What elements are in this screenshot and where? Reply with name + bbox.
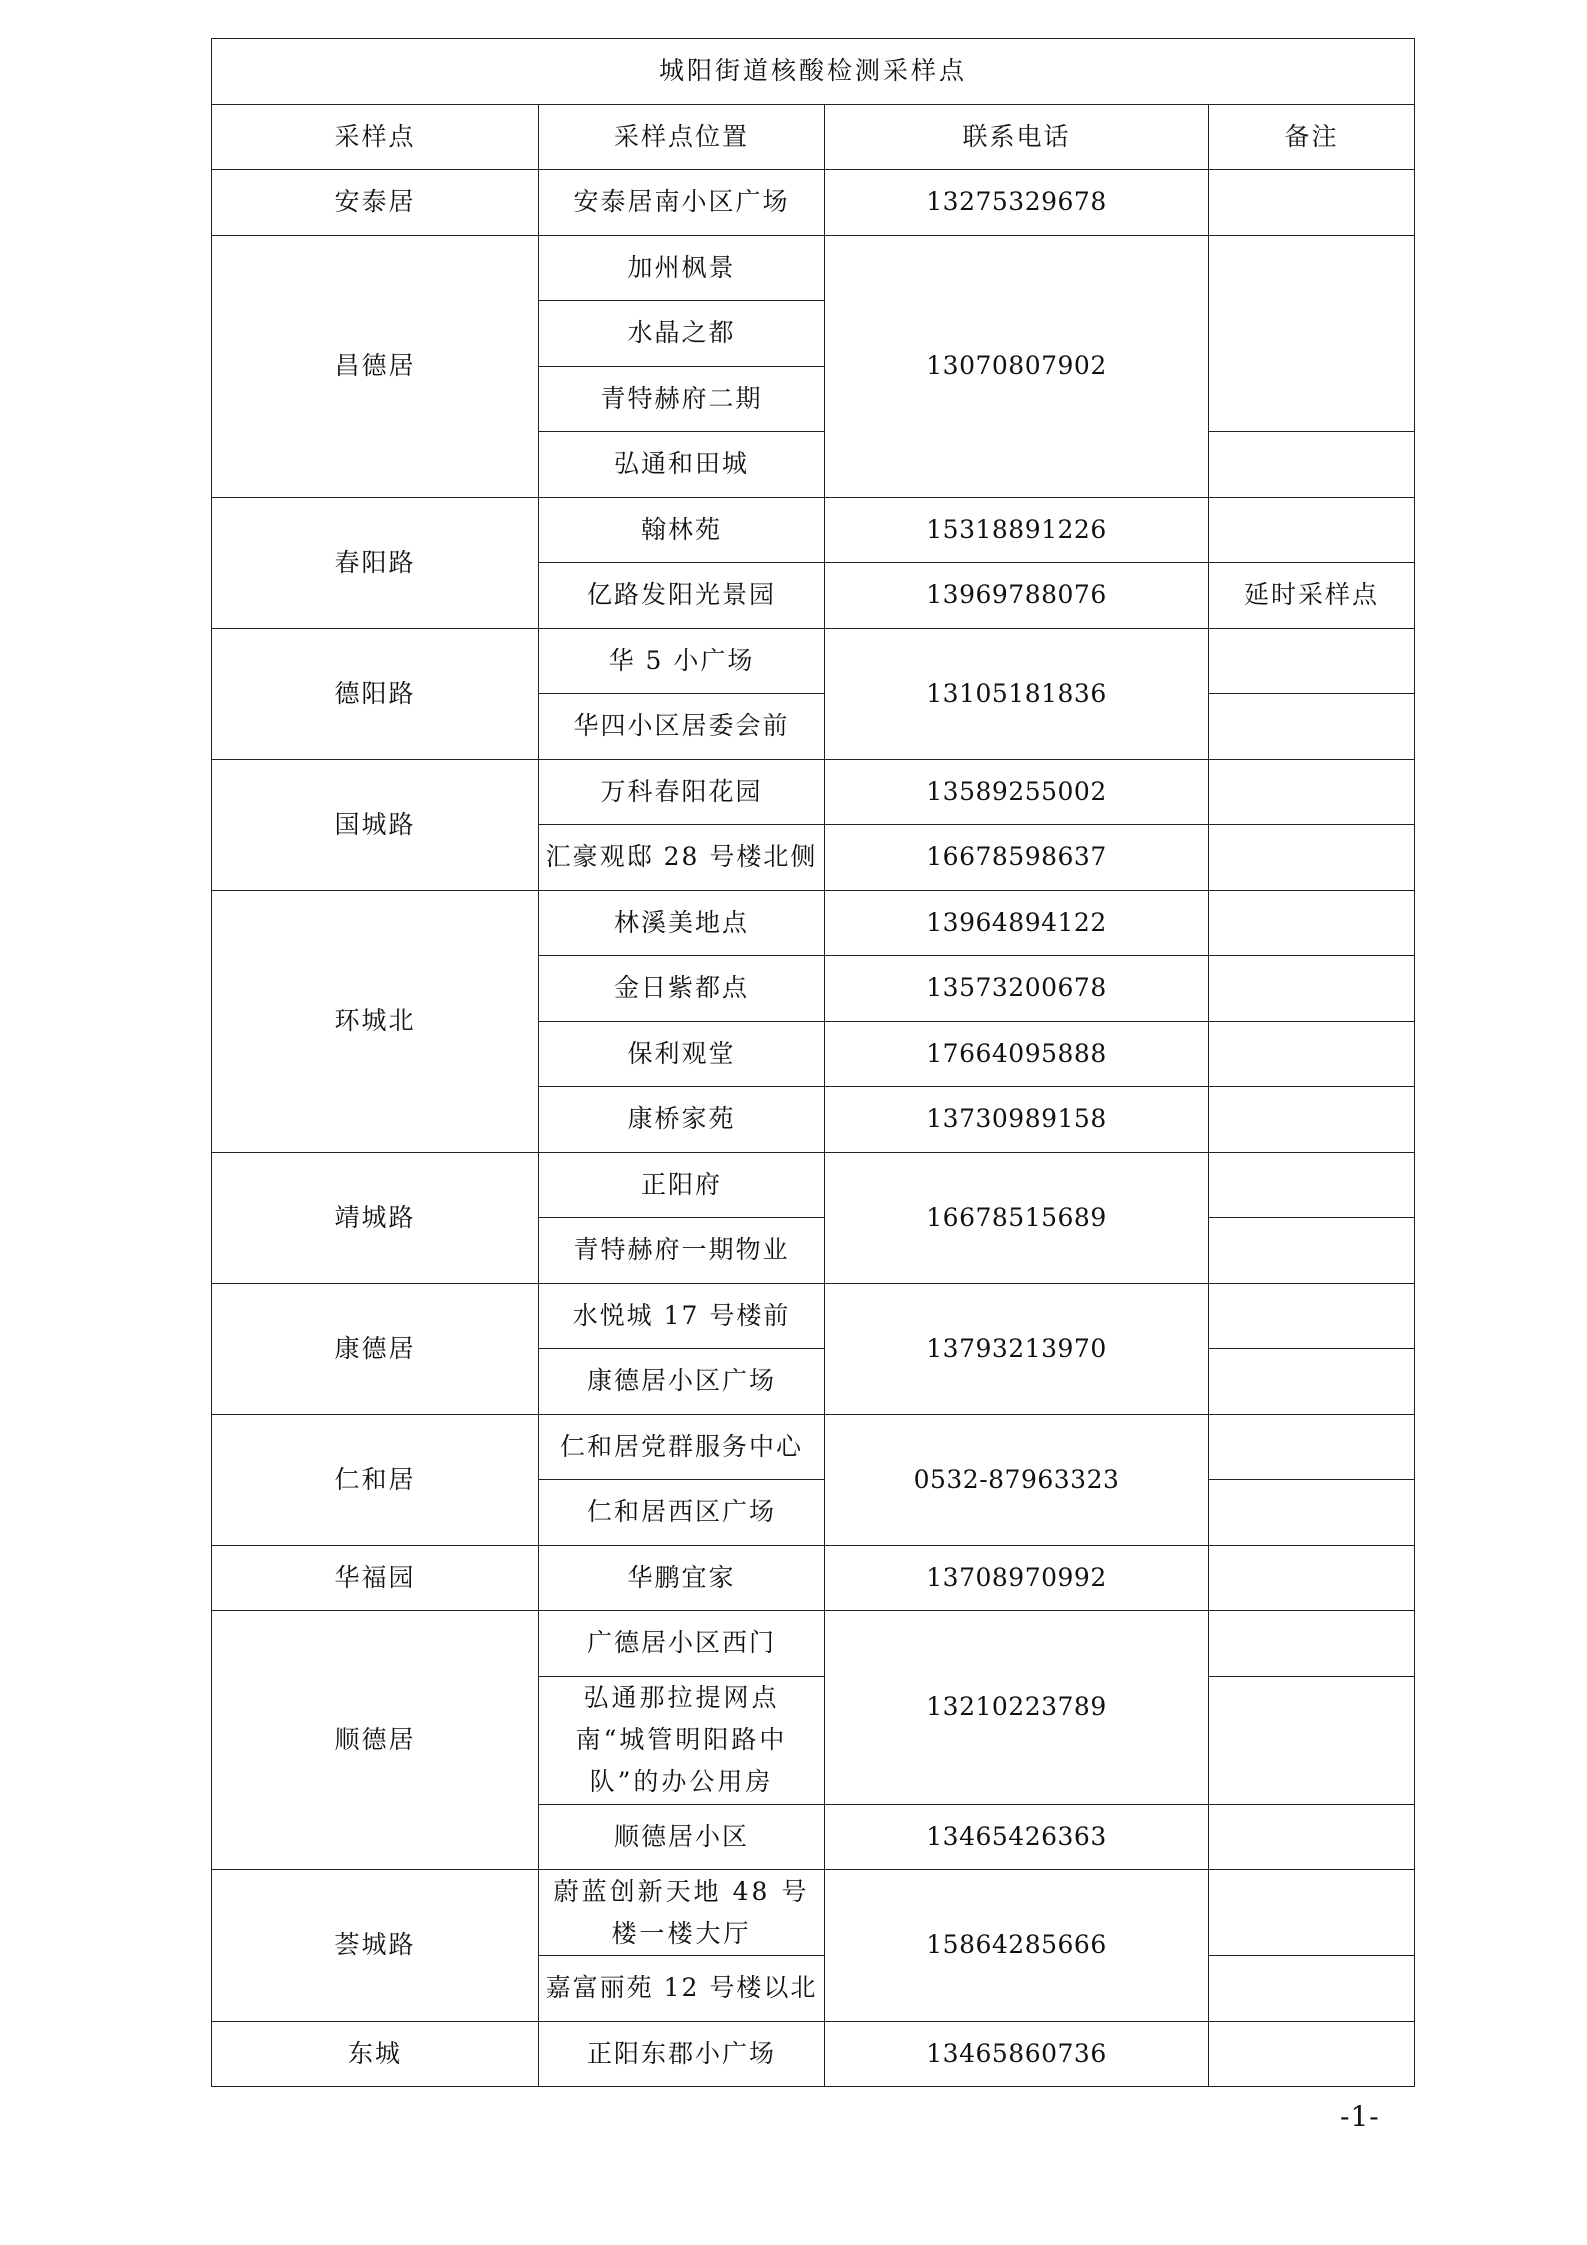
location-cell: 弘通和田城: [539, 432, 825, 498]
phone-cell: 13589255002: [825, 759, 1209, 825]
phone-cell: 13105181836: [825, 628, 1209, 759]
phone-cell: 15864285666: [825, 1870, 1209, 2022]
phone-cell: 13969788076: [825, 563, 1209, 629]
note-cell: [1209, 1956, 1415, 2022]
table-row: [212, 1870, 1415, 1956]
location-cell: 加州枫景: [539, 235, 825, 301]
location-cell: 翰林苑: [539, 497, 825, 563]
phone-cell: 17664095888: [825, 1021, 1209, 1087]
table-row: [212, 235, 1415, 301]
site-cell: 顺德居: [212, 1611, 539, 1870]
header-note: 备注: [1209, 104, 1415, 170]
site-cell: 靖城路: [212, 1152, 539, 1283]
site-cell: 安泰居: [212, 170, 539, 236]
table-row: [212, 1611, 1415, 1677]
site-cell: 仁和居: [212, 1414, 539, 1545]
phone-cell: 13275329678: [825, 170, 1209, 236]
location-cell: 华四小区居委会前: [539, 694, 825, 760]
table-title-row: [212, 39, 1415, 105]
location-cell: 正阳东郡小广场: [539, 2021, 825, 2087]
location-cell: 金日紫都点: [539, 956, 825, 1022]
note-cell: 延时采样点: [1209, 563, 1415, 629]
site-cell: 华福园: [212, 1545, 539, 1611]
phone-cell: 15318891226: [825, 497, 1209, 563]
header-location: 采样点位置: [539, 104, 825, 170]
phone-cell: 13210223789: [825, 1611, 1209, 1805]
site-cell: 环城北: [212, 890, 539, 1152]
note-cell: [1209, 1349, 1415, 1415]
location-cell: 正阳府: [539, 1152, 825, 1218]
note-cell: [1209, 1804, 1415, 1870]
table-row: [212, 759, 1415, 825]
table-row: [212, 890, 1415, 956]
location-cell: 蔚蓝创新天地 48 号楼一楼大厅: [539, 1870, 825, 1956]
header-site: 采样点: [212, 104, 539, 170]
table-row: [212, 497, 1415, 563]
table-row: [212, 1283, 1415, 1349]
note-cell: [1209, 628, 1415, 694]
site-cell: 康德居: [212, 1283, 539, 1414]
table-row: [212, 628, 1415, 694]
site-cell: 国城路: [212, 759, 539, 890]
location-cell: 华 5 小广场: [539, 628, 825, 694]
note-cell: [1209, 825, 1415, 891]
note-cell: [1209, 1152, 1415, 1218]
header-phone: 联系电话: [825, 104, 1209, 170]
sampling-sites-sheet: [211, 38, 1414, 2087]
phone-cell: 0532-87963323: [825, 1414, 1209, 1545]
note-cell: [1209, 1545, 1415, 1611]
note-cell: [1209, 432, 1415, 498]
note-cell: [1209, 956, 1415, 1022]
phone-cell: 13070807902: [825, 235, 1209, 497]
note-cell: [1209, 2021, 1415, 2087]
note-cell: [1209, 1021, 1415, 1087]
table-row: [212, 170, 1415, 236]
note-cell: [1209, 694, 1415, 760]
phone-cell: 13573200678: [825, 956, 1209, 1022]
site-cell: 东城: [212, 2021, 539, 2087]
site-cell: 春阳路: [212, 497, 539, 628]
location-cell: 顺德居小区: [539, 1804, 825, 1870]
table-title: 城阳街道核酸检测采样点: [212, 39, 1415, 105]
phone-cell: 13964894122: [825, 890, 1209, 956]
note-cell: [1209, 1283, 1415, 1349]
location-cell: 林溪美地点: [539, 890, 825, 956]
phone-cell: 16678515689: [825, 1152, 1209, 1283]
note-cell: [1209, 170, 1415, 236]
note-cell: [1209, 890, 1415, 956]
table-row: [212, 1152, 1415, 1218]
note-cell: [1209, 497, 1415, 563]
sampling-sites-table: [211, 38, 1415, 2087]
location-cell: 汇豪观邸 28 号楼北侧: [539, 825, 825, 891]
table-header-row: [212, 104, 1415, 170]
phone-cell: 13730989158: [825, 1087, 1209, 1153]
phone-cell: 13793213970: [825, 1283, 1209, 1414]
table-row: [212, 1414, 1415, 1480]
location-cell: 青特赫府一期物业: [539, 1218, 825, 1284]
location-cell: 水晶之都: [539, 301, 825, 367]
note-cell: [1209, 759, 1415, 825]
phone-cell: 13465860736: [825, 2021, 1209, 2087]
note-cell: [1209, 1870, 1415, 1956]
site-cell: 昌德居: [212, 235, 539, 497]
note-cell: [1209, 1676, 1415, 1804]
location-cell: 亿路发阳光景园: [539, 563, 825, 629]
location-cell: 万科春阳花园: [539, 759, 825, 825]
location-cell: 康桥家苑: [539, 1087, 825, 1153]
location-cell: 安泰居南小区广场: [539, 170, 825, 236]
note-cell: [1209, 1414, 1415, 1480]
phone-cell: 16678598637: [825, 825, 1209, 891]
location-cell: 青特赫府二期: [539, 366, 825, 432]
location-cell: 广德居小区西门: [539, 1611, 825, 1677]
note-cell: [1209, 1480, 1415, 1546]
note-cell: [1209, 235, 1415, 432]
page-number: -1-: [1340, 2100, 1380, 2133]
location-cell: 保利观堂: [539, 1021, 825, 1087]
location-cell: 嘉富丽苑 12 号楼以北: [539, 1956, 825, 2022]
table-row: [212, 2021, 1415, 2087]
location-cell: 仁和居党群服务中心: [539, 1414, 825, 1480]
location-cell: 康德居小区广场: [539, 1349, 825, 1415]
location-cell: 华鹏宜家: [539, 1545, 825, 1611]
phone-cell: 13708970992: [825, 1545, 1209, 1611]
location-cell: 仁和居西区广场: [539, 1480, 825, 1546]
location-cell: 水悦城 17 号楼前: [539, 1283, 825, 1349]
note-cell: [1209, 1218, 1415, 1284]
phone-cell: 13465426363: [825, 1804, 1209, 1870]
location-cell: 弘通那拉提网点南“城管明阳路中队”的办公用房: [539, 1676, 825, 1804]
note-cell: [1209, 1611, 1415, 1677]
site-cell: 德阳路: [212, 628, 539, 759]
note-cell: [1209, 1087, 1415, 1153]
table-row: [212, 1545, 1415, 1611]
site-cell: 荟城路: [212, 1870, 539, 2022]
